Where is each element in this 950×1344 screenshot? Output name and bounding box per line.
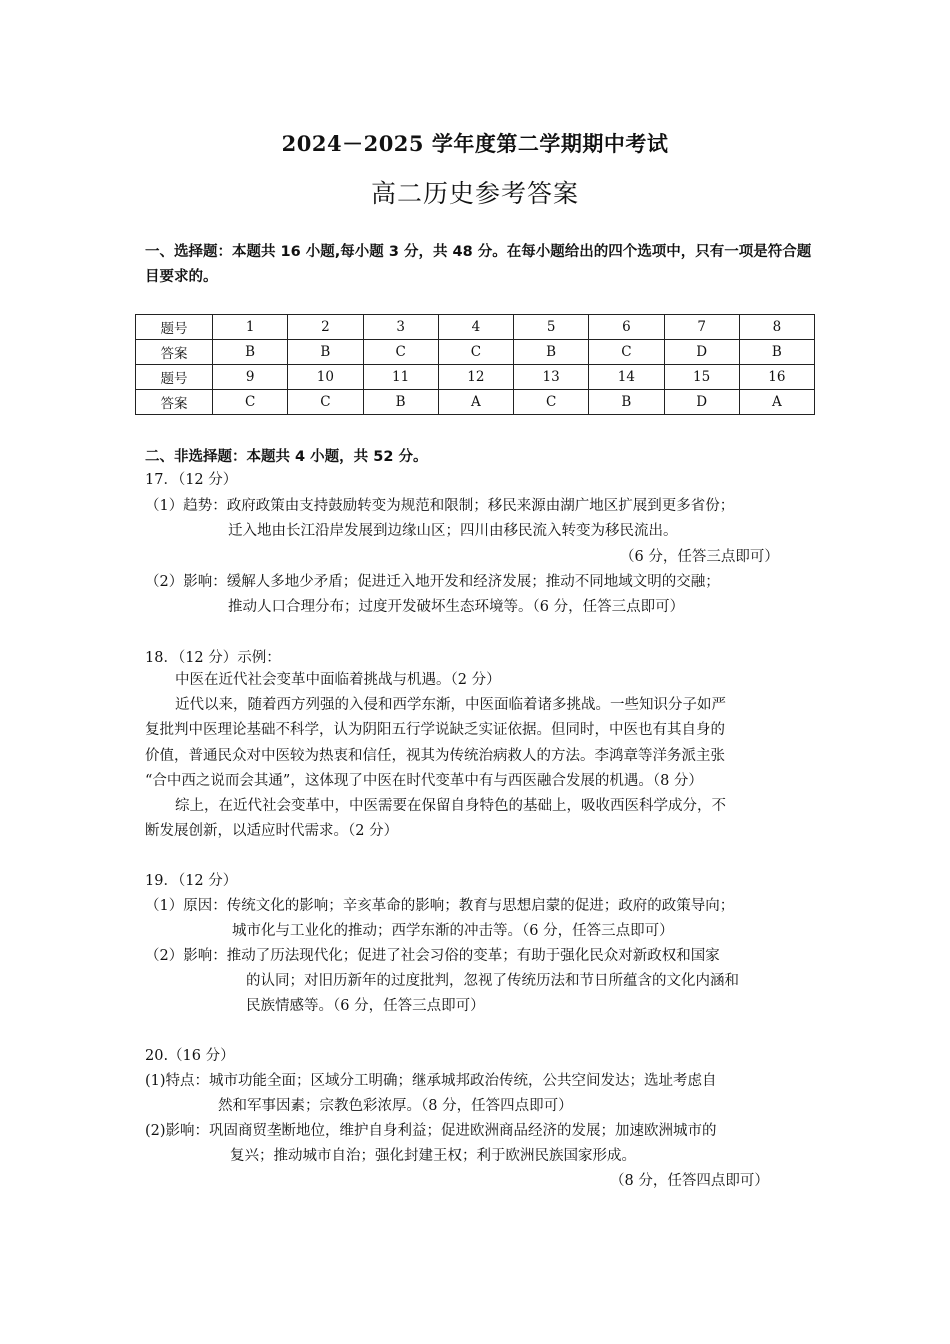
q20-part1-line: (1)特点：城市功能全面；区域分工明确；继承城邦政治传统，公共空间发达；选址考虑自 [145, 1073, 717, 1089]
table-cell: 6 [589, 315, 664, 340]
table-cell: C [288, 390, 363, 415]
table-cell: 11 [363, 365, 438, 390]
table-cell: 4 [438, 315, 513, 340]
q20-part2-line: (2)影响：巩固商贸垄断地位，维护自身利益；促进欧洲商品经济的发展；加速欧洲城市的 [145, 1123, 717, 1139]
table-cell: 题号 [136, 315, 213, 340]
q18-body-line: 近代以来，随着西方列强的入侵和西学东渐，中医面临着诸多挑战。一些知识分子如严 [175, 697, 726, 713]
q17-part1-score-note: （6 分，任答三点即可） [620, 549, 779, 565]
table-row [136, 340, 815, 365]
table-cell: 9 [213, 365, 288, 390]
q20-part2-line: 复兴；推动城市自治；强化封建王权；利于欧洲民族国家形成。 [230, 1148, 636, 1164]
q17-part2-line: 推动人口合理分布；过度开发破坏生态环境等。（6 分，任答三点即可） [228, 599, 685, 615]
table-row [136, 365, 815, 390]
q19-part2-line: 的认同；对旧历新年的过度批判，忽视了传统历法和节日所蕴含的文化内涵和 [246, 973, 739, 989]
table-cell: 13 [514, 365, 589, 390]
table-cell: 7 [664, 315, 739, 340]
table-cell: B [363, 390, 438, 415]
answer-table [135, 314, 815, 415]
q18-thesis: 中医在近代社会变革中面临着挑战与机遇。（2 分） [175, 672, 501, 688]
exam-title: 2024－2025 学年度第二学期期中考试 [281, 131, 669, 156]
table-cell: C [213, 390, 288, 415]
table-cell: D [664, 340, 739, 365]
answer-key-subtitle: 高二历史参考答案 [370, 179, 579, 208]
table-row [136, 390, 815, 415]
table-cell: B [514, 340, 589, 365]
table-cell: 2 [288, 315, 363, 340]
table-cell: 1 [213, 315, 288, 340]
table-cell: 14 [589, 365, 664, 390]
q19-part2-line: 民族情感等。（6 分，任答三点即可） [246, 998, 485, 1014]
q20-part2-score-note: （8 分，任答四点即可） [610, 1173, 769, 1189]
table-cell: B [589, 390, 664, 415]
table-cell: 5 [514, 315, 589, 340]
table-cell: 3 [363, 315, 438, 340]
q19-part2-line: （2）影响：推动了历法现代化；促进了社会习俗的变革；有助于强化民众对新政权和国家 [145, 948, 720, 964]
table-cell: D [664, 390, 739, 415]
table-row [136, 315, 815, 340]
table-cell: 15 [664, 365, 739, 390]
table-cell: C [438, 340, 513, 365]
table-cell: C [363, 340, 438, 365]
q17-part1-line: 迁入地由长江沿岸发展到边缘山区；四川由移民流入转变为移民流出。 [228, 523, 678, 539]
q19-part1-line: （1）原因：传统文化的影响；辛亥革命的影响；教育与思想启蒙的促进；政府的政策导向； [145, 898, 735, 914]
table-cell: B [213, 340, 288, 365]
q19-part1-line: 城市化与工业化的推动；西学东渐的冲击等。（6 分，任答三点即可） [232, 923, 674, 939]
q18-conclusion-line: 综上，在近代社会变革中，中医需要在保留自身特色的基础上，吸收西医科学成分，不 [175, 798, 726, 814]
table-cell: C [514, 390, 589, 415]
q18-body-line: 复批判中医理论基础不科学，认为阴阳五行学说缺乏实证依据。但同时，中医也有其自身的 [145, 722, 725, 738]
table-cell: 10 [288, 365, 363, 390]
table-cell: 答案 [136, 390, 213, 415]
table-cell: 16 [739, 365, 814, 390]
section1-heading: 一、选择题：本题共 16 小题,每小题 3 分，共 48 分。在每小题给出的四个选项中，只有一项是符合题目要求的。 [145, 244, 812, 285]
table-cell: C [589, 340, 664, 365]
q17-part1-line: （1）趋势：政府政策由支持鼓励转变为规范和限制；移民来源由湖广地区扩展到更多省份； [145, 498, 735, 514]
q18-body-line: 价值，普通民众对中医较为热衷和信任，视其为传统治病救人的方法。李鸿章等洋务派主张 [145, 748, 725, 764]
table-cell: B [739, 340, 814, 365]
table-cell: A [438, 390, 513, 415]
q17-part2-line: （2）影响：缓解人多地少矛盾；促进迁入地开发和经济发展；推动不同地域文明的交融； [145, 574, 720, 590]
table-cell: B [288, 340, 363, 365]
q17-header: 17．（12 分） [145, 472, 238, 488]
q18-conclusion-line: 断发展创新，以适应时代需求。（2 分） [145, 823, 399, 839]
table-cell: 8 [739, 315, 814, 340]
q20-header: 20.（16 分） [145, 1048, 235, 1064]
section2-heading: 二、非选择题：本题共 4 小题，共 52 分。 [145, 449, 428, 465]
table-cell: 答案 [136, 340, 213, 365]
q19-header: 19．（12 分） [145, 873, 238, 889]
q20-part1-line: 然和军事因素；宗教色彩浓厚。（8 分，任答四点即可） [218, 1098, 573, 1114]
q18-body-line: “合中西之说而会其通”，这体现了中医在时代变革中有与西医融合发展的机遇。（8 分） [145, 773, 703, 789]
table-cell: A [739, 390, 814, 415]
table-cell: 12 [438, 365, 513, 390]
q18-header: 18．（12 分）示例： [145, 650, 281, 666]
table-cell: 题号 [136, 365, 213, 390]
